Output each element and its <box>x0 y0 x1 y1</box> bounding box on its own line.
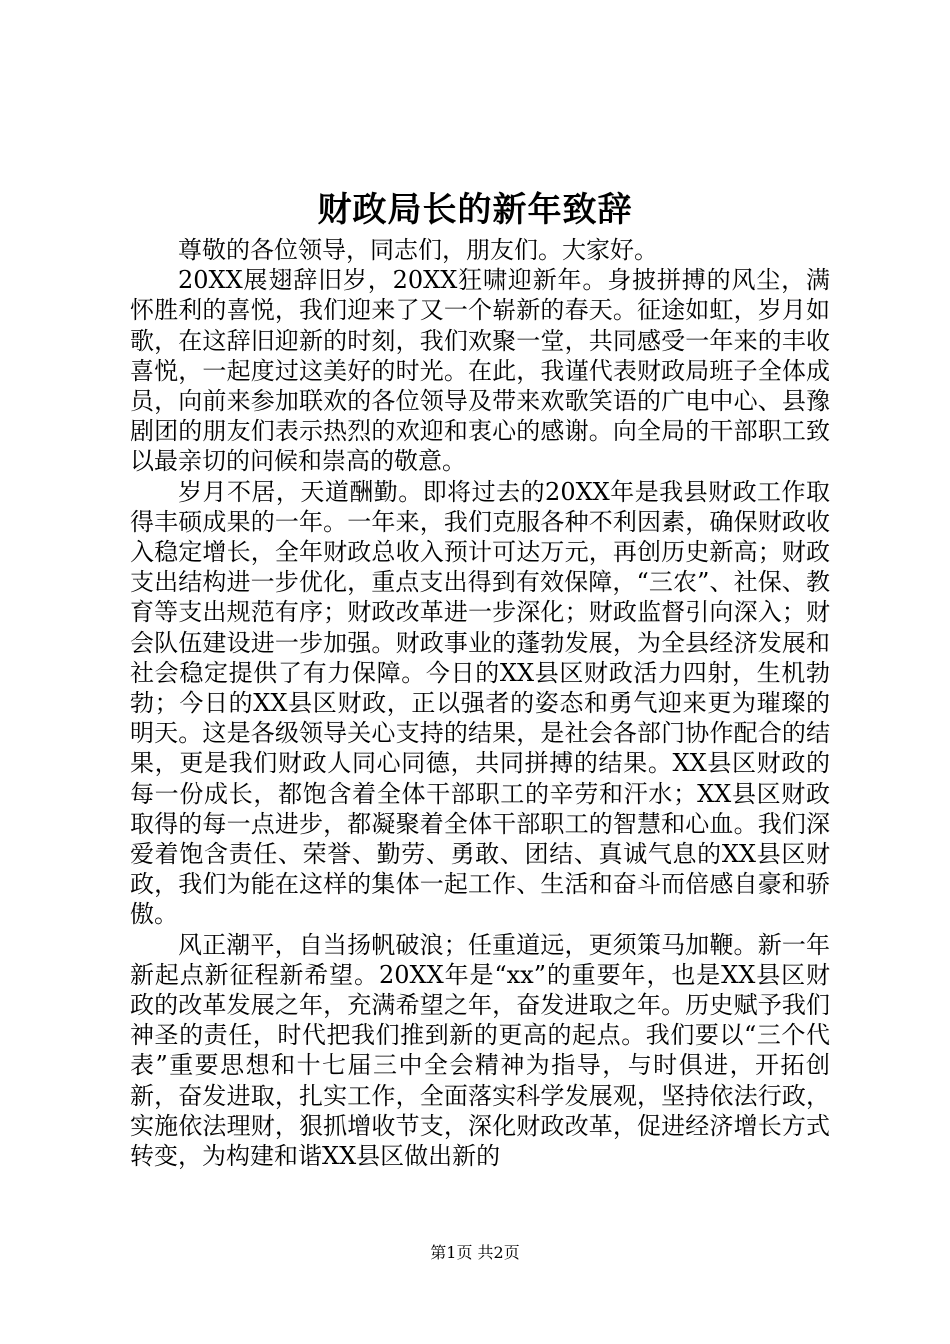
paragraph-new-year: 20XX展翅辞旧岁，20XX狂啸迎新年。身披拼搏的风尘，满怀胜利的喜悦，我们迎来了又一个崭新的春天。征途如虹，岁月如歌，在这辞旧迎新的时刻，我们欢聚一堂，共同感受一年来的丰收喜悦，一起度过这美好的时光。在此，我谨代表财政局班子全体成员，向前来参加联欢的各位领导及带来欢歌笑语的广电中心、县豫剧团的朋友们表示热烈的欢迎和衷心的感谢。向全局的干部职工致以最亲切的问候和崇高的敬意。 <box>130 266 830 476</box>
document-title: 财政局长的新年致辞 <box>317 190 633 230</box>
document-body <box>130 235 830 1171</box>
paragraph-achievements: 岁月不居，天道酬勤。即将过去的20XX年是我县财政工作取得丰硕成果的一年。一年来，我们克服各种不利因素，确保财政收入稳定增长，全年财政总收入预计可达万元，再创历史新高；财政支出结构进一步优化，重点支出得到有效保障，“三农”、社保、教育等支出规范有序；财政改革进一步深化；财政监督引向深入；财会队伍建设进一步加强。财政事业的蓬勃发展，为全县经济发展和社会稳定提供了有力保障。今日的XX县区财政活力四射，生机勃勃；今日的XX县区财政，正以强者的姿态和勇气迎来更为璀璨的明天。这是各级领导关心支持的结果，是社会各部门协作配合的结果，更是我们财政人同心同德，共同拼搏的结果。XX县区财政的每一份成长，都饱含着全体干部职工的辛劳和汗水；XX县区财政取得的每一点进步，都凝聚着全体干部职工的智慧和心血。我们深爱着饱含责任、荣誉、勤劳、勇敢、团结、真诚气息的XX县区财政，我们为能在这样的集体一起工作、生活和奋斗而倍感自豪和骄傲。 <box>130 477 830 929</box>
page-footer: 第1页 共2页 <box>430 1243 520 1262</box>
paragraph-greeting: 尊敬的各位领导，同志们，朋友们。大家好。 <box>178 236 658 264</box>
paragraph-outlook: 风正潮平，自当扬帆破浪；任重道远，更须策马加鞭。新一年新起点新征程新希望。20XX年是“xx”的重要年，也是XX县区财政的改革发展之年，充满希望之年，奋发进取之年。历史赋予我们神圣的责任，时代把我们推到新的更高的起点。我们要以“三个代表”重要思想和十七届三中全会精神为指导，与时俱进，开拓创新，奋发进取，扎实工作，全面落实科学发展观，坚持依法行政，实施依法理财，狠抓增收节支，深化财政改革，促进经济增长方式转变，为构建和谐XX县区做出新的 <box>130 930 830 1171</box>
